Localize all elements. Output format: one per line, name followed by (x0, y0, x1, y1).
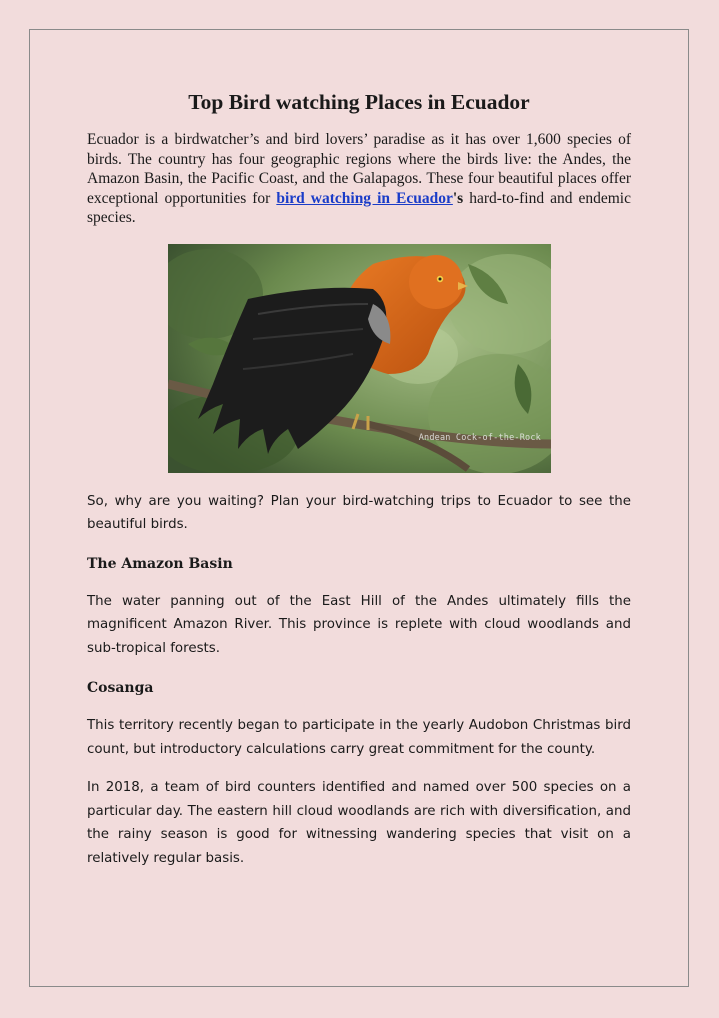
cosanga-paragraph: This territory recently began to participate in the yearly Audobon Christmas bird count, but introductory calculations carry great commitment for the county. (87, 718, 631, 757)
document-content (87, 88, 631, 870)
intro-text-end: hard-to-find and endemic species. (87, 189, 631, 226)
waiting-paragraph: So, why are you waiting? Plan your bird-watching trips to Ecuador to see the beautiful birds. (87, 493, 631, 532)
amazon-basin-paragraph: The water panning out of the East Hill of the Andes ultimately fills the magnificent Amazon River. This province is replete with cloud woodlands and sub-tropical forests. (87, 593, 631, 656)
cosanga-heading: Cosanga (87, 680, 154, 696)
intro-text: Ecuador is a birdwatcher’s and bird lovers’ paradise as it has over 1,600 species of birds. The country has four geographic regions where the birds live: the Andes, the Amazon Basin, the Pacific Coast, and the Galapagos. These four beautiful places offer exceptional opportunities for (87, 131, 631, 207)
intro-paragraph (87, 130, 631, 228)
amazon-basin-heading: The Amazon Basin (87, 555, 233, 572)
document-title: Top Bird watching Places in Ecuador (188, 90, 530, 114)
bird-photo (168, 244, 551, 473)
photo-caption: Andean Cock-of-the-Rock (418, 432, 541, 443)
bird-watching-link[interactable]: bird watching in Ecuador (276, 189, 453, 207)
intro-possessive: 's (452, 189, 464, 207)
cosanga-2018-paragraph: In 2018, a team of bird counters identified and named over 500 species on a particular day. The eastern hill cloud woodlands are rich with diversification, and the rainy season is good for witnessing wandering species that visit on a relatively regular basis. (87, 780, 631, 866)
